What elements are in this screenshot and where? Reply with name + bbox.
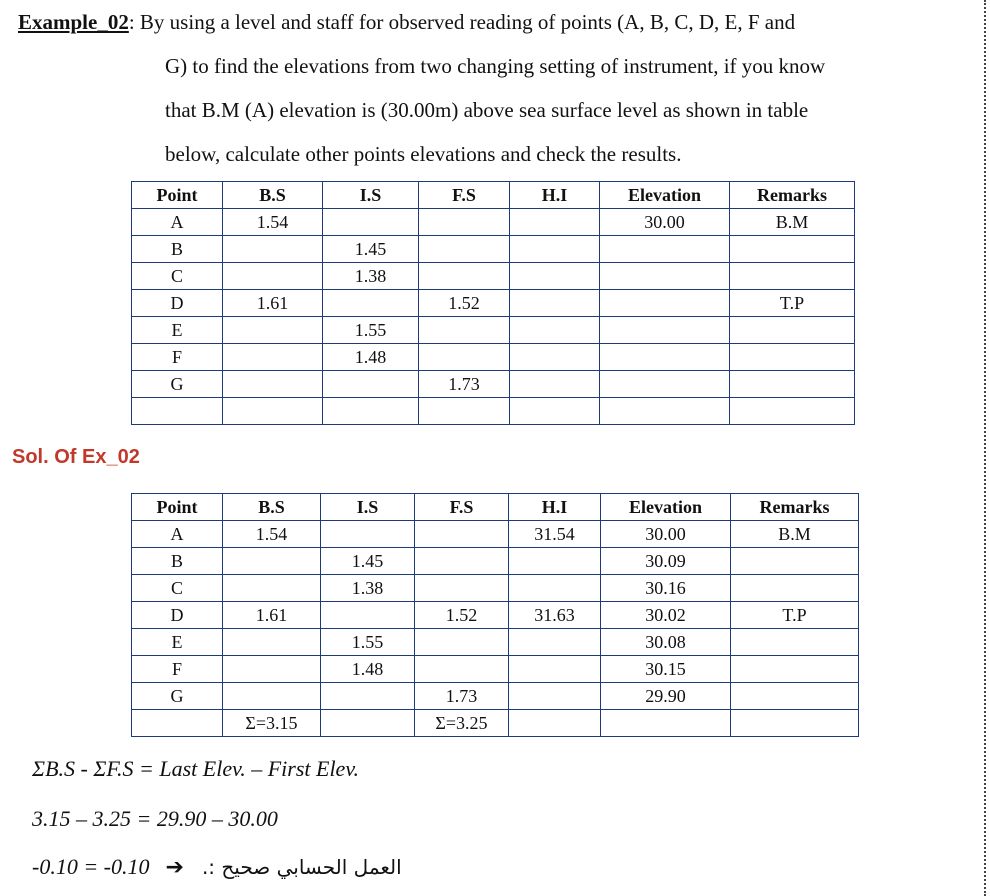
table-cell [419,398,510,425]
table-cell [600,290,730,317]
table-row [132,290,855,317]
table-cell [509,548,601,575]
table-cell [223,683,321,710]
table-row [132,656,859,683]
table-cell [321,710,415,737]
table-cell: T.P [730,290,855,317]
table-cell [600,371,730,398]
table-cell: 1.48 [321,656,415,683]
table-cell [600,344,730,371]
table-cell: 31.63 [509,602,601,629]
table-row [132,398,855,425]
table-row [132,602,859,629]
table-cell: 1.55 [321,629,415,656]
table-cell [223,371,323,398]
table-row [132,317,855,344]
table-cell [419,236,510,263]
example-label: Example_02 [18,10,129,34]
column-header: H.I [510,182,600,209]
table-row [132,236,855,263]
column-header: F.S [419,182,510,209]
table-cell [223,344,323,371]
table-cell [323,290,419,317]
problem-line-1-text: : By using a level and staff for observed reading of points (A, B, C, D, E, F and [128,10,796,34]
table-row [132,683,859,710]
table-cell [600,263,730,290]
problem-line-1 [18,0,973,44]
table-cell: 30.02 [601,602,731,629]
table-cell: E [132,317,223,344]
table-cell [415,575,509,602]
check-formula: ΣB.S - ΣF.S = Last Elev. – First Elev. [32,756,359,781]
table-cell: B.M [731,521,859,548]
table-cell [223,398,323,425]
table-cell: 1.73 [419,371,510,398]
solution-title: Sol. Of Ex_02 [12,446,140,468]
table-body [132,521,859,737]
table-cell [132,398,223,425]
page-right-border [984,0,986,896]
table-cell: G [132,683,223,710]
table-cell [509,683,601,710]
table-cell [419,209,510,236]
table-body [132,209,855,425]
table-cell: 1.48 [323,344,419,371]
check-substitution: 3.15 – 3.25 = 29.90 – 30.00 [32,806,278,831]
problem-line-4: below, calculate other points elevations and check the results. [165,142,682,166]
table-cell [730,398,855,425]
table-cell: 1.54 [223,521,321,548]
table-cell [223,548,321,575]
table-cell [415,548,509,575]
table-cell [730,317,855,344]
table-cell: D [132,290,223,317]
table-cell [321,683,415,710]
table-row [132,344,855,371]
column-header: I.S [321,494,415,521]
table-cell [730,236,855,263]
table-cell: 30.16 [601,575,731,602]
table-row [132,710,859,737]
table-cell [731,629,859,656]
table-cell [510,209,600,236]
table-cell: 1.38 [323,263,419,290]
table-cell: D [132,602,223,629]
right-arrow-icon: ➔ [165,855,184,880]
table-cell: 1.55 [323,317,419,344]
table-cell: 1.38 [321,575,415,602]
table-cell [510,317,600,344]
table-cell: B.M [730,209,855,236]
table-cell [419,263,510,290]
table-cell [223,317,323,344]
table-cell [223,236,323,263]
table-cell [731,575,859,602]
table-cell [223,575,321,602]
table-cell [419,317,510,344]
table-cell: Σ=3.15 [223,710,321,737]
table-cell [415,521,509,548]
table-cell [321,602,415,629]
table-cell [323,209,419,236]
table-cell [510,344,600,371]
table-cell: 30.09 [601,548,731,575]
problem-line-3: that B.M (A) elevation is (30.00m) above sea surface level as shown in table [165,98,809,122]
table-cell [731,710,859,737]
table-cell: 31.54 [509,521,601,548]
column-header: F.S [415,494,509,521]
table-cell [600,317,730,344]
table-cell: B [132,548,223,575]
column-header: B.S [223,182,323,209]
solution-table [131,493,859,737]
table-cell [731,548,859,575]
table-cell: E [132,629,223,656]
table-cell [601,710,731,737]
column-header: Remarks [731,494,859,521]
table-cell: 1.45 [321,548,415,575]
table-row [132,209,855,236]
table-cell: 29.90 [601,683,731,710]
column-header: H.I [509,494,601,521]
check-result-line [32,854,402,880]
table-cell: T.P [731,602,859,629]
table-cell: B [132,236,223,263]
given-data-table [131,181,855,425]
table-cell: 30.15 [601,656,731,683]
column-header: Point [132,182,223,209]
table-row [132,575,859,602]
table-cell [415,656,509,683]
table-cell: 30.00 [600,209,730,236]
table-cell: C [132,575,223,602]
table-cell [132,710,223,737]
table-cell: A [132,209,223,236]
table-cell: C [132,263,223,290]
table-cell [419,344,510,371]
table-cell: 1.45 [323,236,419,263]
column-header: Elevation [601,494,731,521]
table-cell: A [132,521,223,548]
table-cell: 30.00 [601,521,731,548]
table-cell [509,656,601,683]
table-cell [730,371,855,398]
table-header-row [132,182,855,209]
table-cell: 1.61 [223,602,321,629]
table-cell: 1.52 [415,602,509,629]
table-row [132,548,859,575]
table-cell [223,263,323,290]
table-cell [510,290,600,317]
table-cell [510,398,600,425]
table-cell [731,656,859,683]
table-row [132,263,855,290]
table-row [132,629,859,656]
table-cell [321,521,415,548]
problem-line-2: G) to find the elevations from two changing setting of instrument, if you know [165,54,826,78]
table-cell: F [132,656,223,683]
table-cell [600,236,730,263]
table-cell [323,371,419,398]
table-cell [730,344,855,371]
table-cell [323,398,419,425]
table-cell: 1.52 [419,290,510,317]
table-cell: Σ=3.25 [415,710,509,737]
column-header: Elevation [600,182,730,209]
table-cell [223,629,321,656]
table-cell [730,263,855,290]
problem-statement [18,0,973,176]
table-cell [510,371,600,398]
table-header-row [132,494,859,521]
table-cell: 30.08 [601,629,731,656]
table-cell: G [132,371,223,398]
table-cell [600,398,730,425]
table-cell [510,263,600,290]
table-row [132,371,855,398]
column-header: I.S [323,182,419,209]
table-cell [731,683,859,710]
column-header: Point [132,494,223,521]
column-header: B.S [223,494,321,521]
table-cell: 1.73 [415,683,509,710]
table-cell [509,710,601,737]
table-cell [415,629,509,656]
column-header: Remarks [730,182,855,209]
table-cell: 1.61 [223,290,323,317]
table-cell [510,236,600,263]
arabic-correct-note: العمل الحسابي صحيح :. [201,855,402,879]
table-cell [509,575,601,602]
table-row [132,521,859,548]
table-cell [223,656,321,683]
table-cell [509,629,601,656]
table-cell: 1.54 [223,209,323,236]
table-cell: F [132,344,223,371]
check-result: -0.10 = -0.10 [32,854,150,879]
